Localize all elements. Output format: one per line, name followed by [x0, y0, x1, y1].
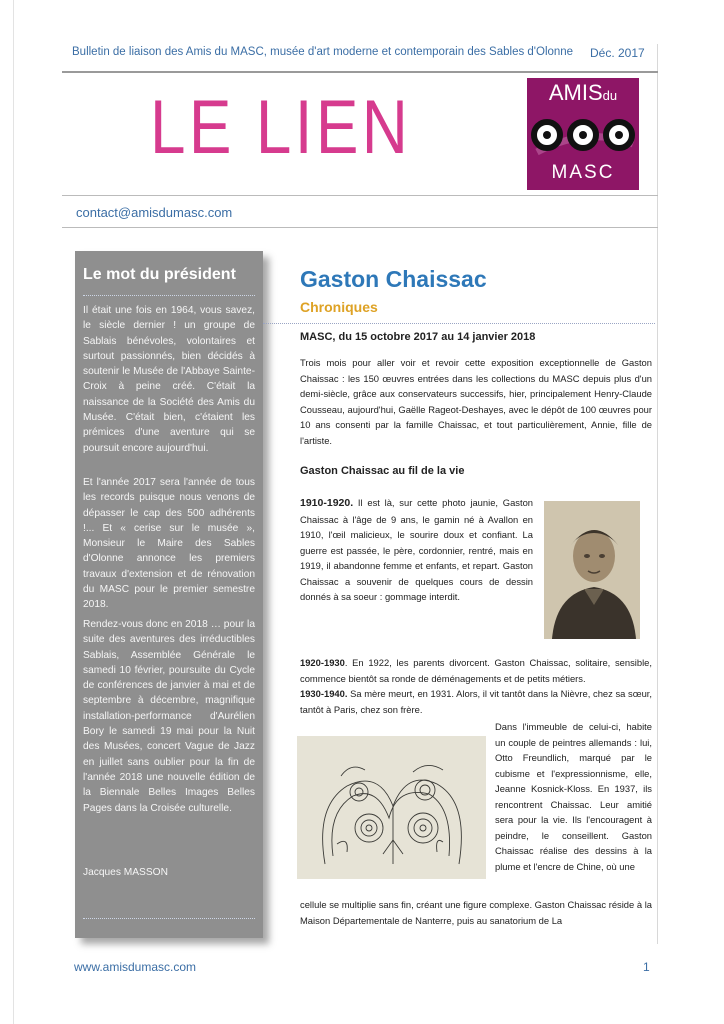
page-left-rule — [13, 0, 14, 1024]
footer-website-link[interactable]: www.amisdumasc.com — [74, 960, 197, 974]
masthead-title: LE LIEN — [150, 85, 412, 170]
page-number: 1 — [643, 960, 650, 974]
sidebar-paragraph: Rendez-vous donc en 2018 … pour la suite des aventures des irréductibles Sablais, Assemblée Générale le samedi 10 février, poursuite du Cycle de conférences de janvier à mai et de septembre à décembre, magnifique installation-performance d'Aurélien Bory le samedi 19 mai pour la Nuit des Musées, concert Vague de Jazz en juillet sans oublier pour la fin de l'année 2018 une nouvelle édition de la Biennale Belles Images Belles Pages dans la Croisée culturelle. — [83, 619, 255, 814]
sidebar-paragraph: Et l'année 2017 sera l'année de tous les records puisque nous venons de dépasser le cap des 500 adhérents !... Et « cerise sur le musée », Monsieur le Maire des Sables d'Olonne annonce les premiers travaux d'extension et de rénovation du MASC pour le premier semestre 2018. — [83, 477, 255, 611]
paragraph-text: . En 1922, les parents divorcent. Gaston Chaissac, solitaire, sensible, commence bientôt sa ronde de déménagements et de petits métiers. — [300, 657, 652, 684]
bulletin-header: Bulletin de liaison des Amis du MASC, musée d'art moderne et contemporain des Sables d'Olonne — [72, 46, 574, 58]
year-1910-1920: 1910-1920. — [300, 497, 354, 509]
amis-du-masc-logo — [527, 78, 639, 190]
sidebar-title: Le mot du président — [83, 266, 236, 283]
logo-du-text: du — [602, 88, 618, 103]
paragraph-text: Sa mère meurt, en 1931. Alors, il vit tantôt dans la Nièvre, chez sa sœur, tantôt à Paris, chez son frère. — [300, 688, 652, 715]
year-1920-1930: 1920-1930 — [300, 657, 345, 668]
paragraph-text: Il est là, sur cette photo jaunie, Gaston Chaissac à l'âge de 9 ans, le gamin né à Avallon en 1910, l'œil malicieux, le sourire doux et confiant. La guerre est passée, le père, cordonnier, rentré, mais en 1919, il abandonne femme et enfants, et repart. Gaston Chaissac a souvenir de quelques cours de dessin donnés à sa soeur : gommage interdit. — [300, 497, 533, 602]
article-paragraph-1920 — [300, 655, 652, 686]
year-1930-1940: 1930-1940. — [300, 688, 348, 699]
header-rule — [62, 71, 658, 73]
president-sidebar — [75, 251, 263, 938]
sidebar-divider-top — [83, 295, 255, 296]
exhibition-dates: MASC, du 15 octobre 2017 au 14 janvier 2018 — [300, 331, 536, 343]
article-paragraph-1930 — [300, 686, 652, 717]
article-intro: Trois mois pour aller voir et revoir cette exposition exceptionnelle de Gaston Chaissac : les 150 œuvres entrées dans les collections du MASC depuis plus d'un demi-siècle, grâce aux conservateurs successifs, hier, principalement Henry-Claude Cousseau, aujourd'hui, Gaëlle Rageot-Deshayes, avec le dépôt de 100 œuvres pour 10 ans consenti par la famille Chaissac, et tout particulièrement, Annie, fille de l'artiste. — [300, 357, 652, 446]
contact-rule — [62, 227, 658, 228]
issue-date: Déc. 2017 — [590, 46, 645, 60]
article-divider — [263, 323, 655, 324]
contact-email[interactable]: contact@amisdumasc.com — [76, 205, 233, 220]
article-title: Gaston Chaissac — [300, 266, 487, 292]
article-paragraph-continued: cellule se multiplie sans fin, créant une figure complexe. Gaston Chaissac réside à la Maison Départementale de Nanterre, puis au sanatorium de La — [300, 899, 652, 926]
logo-top-text: AMIS — [548, 80, 603, 105]
portrait-image — [544, 501, 640, 639]
article-paragraph-1910 — [300, 495, 533, 605]
childhood-photo — [544, 501, 640, 639]
chaissac-drawing — [297, 736, 486, 879]
article-subtitle: Chroniques — [300, 299, 378, 315]
article-paragraph-freundlich: Dans l'immeuble de celui-ci, habite un couple de peintres allemands : lui, Otto Freundlich, marqué par le cubisme et l'expressionnisme, elle, Jeanne Kosnick-Kloss. En 1937, ils rencontrent Chaissac. Leur amitié sera pour la vie. Ils l'encouragent à peindre, le conseillent. Gaston Chaissac réalise des dessins à la plume et l'encre de Chine, où une — [495, 721, 652, 872]
ink-drawing-image — [297, 736, 486, 879]
sidebar-divider-bottom — [83, 918, 255, 919]
sidebar-signature: Jacques MASSON — [83, 867, 168, 878]
masthead-rule — [62, 195, 658, 196]
section-heading: Gaston Chaissac au fil de la vie — [300, 465, 465, 477]
sidebar-paragraph: Il était une fois en 1964, vous savez, le siècle dernier ! un groupe de Sablais bénévoles, volontaires et surtout passionnés, bien décidés à soutenir le Musée de l'Abbaye Sainte-Croix à peine créé. C'était la naissance de la Société des Amis du Musée. C'était bien, c'étaient les prémices d'une aventure qui se poursuit encore aujourd'hui. — [83, 305, 255, 454]
page-right-rule — [657, 44, 658, 944]
logo-bottom-text: MASC — [551, 162, 615, 183]
